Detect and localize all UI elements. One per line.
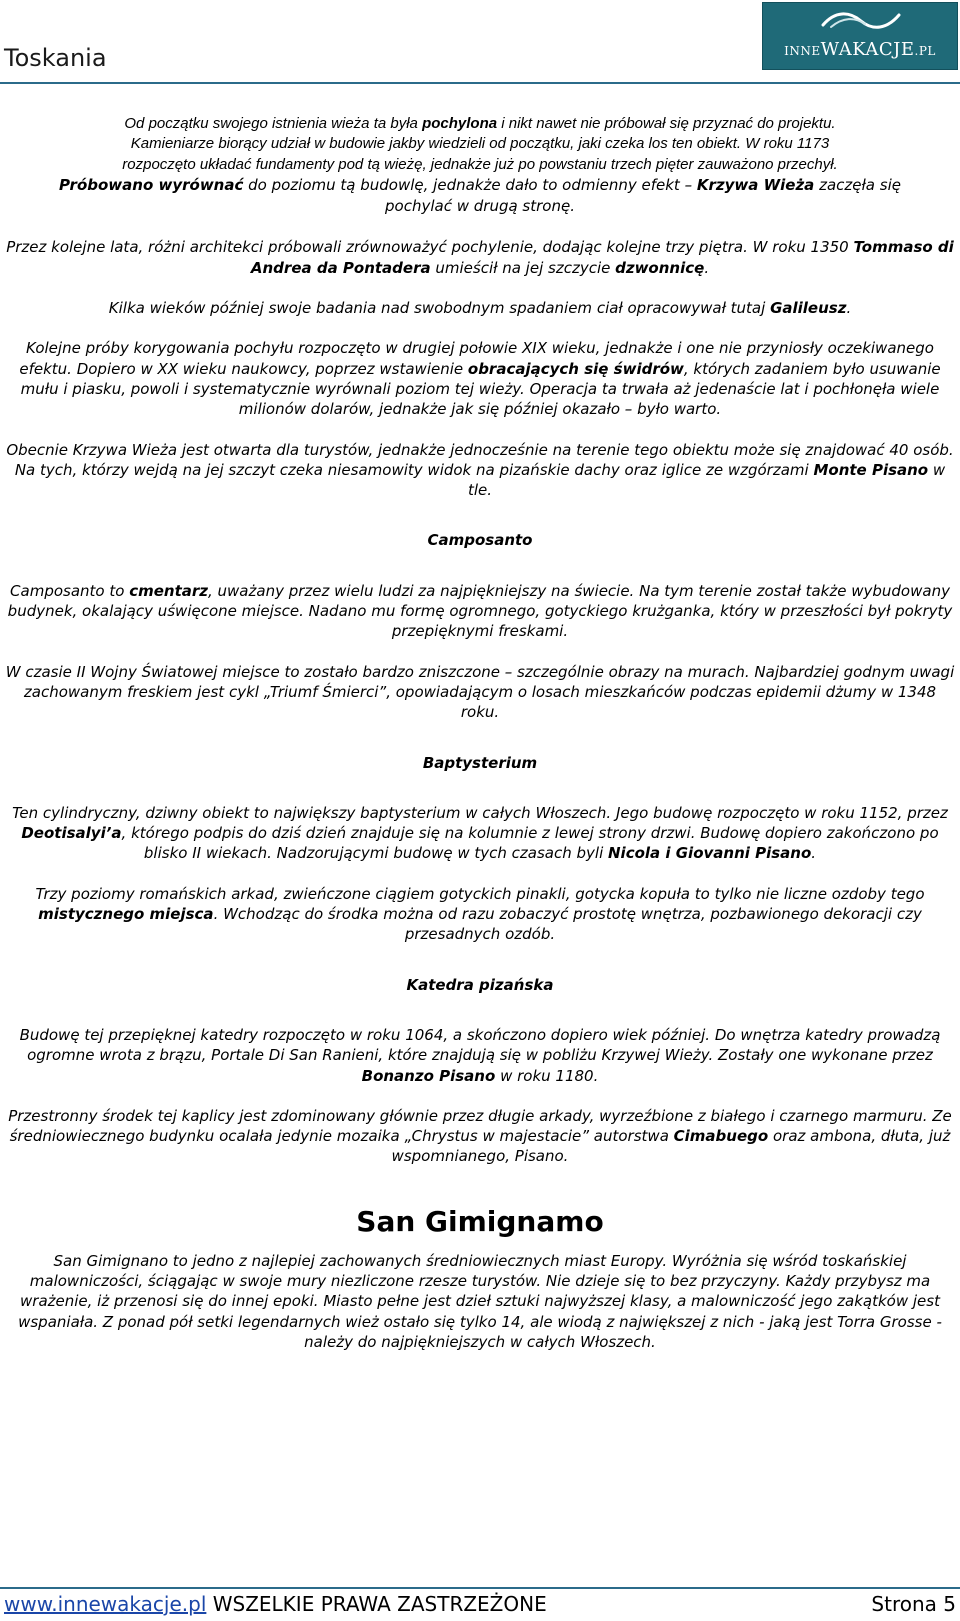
paragraph-baptysterium: Ten cylindryczny, dziwny obiekt to największy baptysterium w całych Włoszech. Jego budowę rozpoczęto w roku 1152, przez Deotisalyi’a, którego podpis do dziś dzień znajduje się na kolumnie z lewej strony drzwi. Budowę dopiero zakończono po blisko II wiekach. Nadzorującymi budowę w tych czasach byli Nicola i Giovanni Pisano. bbox=[12, 803, 948, 863]
paragraph-chapel: Przestronny środek tej kaplicy jest zdominowany głównie przez długie arkady, wyrzeźbione z białego i czarnego marmuru. Ze średniowiecznego budynku ocalała jedynie mozaika „Chrystus w majestacie” autorstwa Cimabuego oraz ambona, dłuta, już wspomnianego, Pisano. bbox=[8, 1106, 952, 1166]
heading-san-gimignano: San Gimignamo bbox=[356, 1204, 604, 1238]
paragraph-architects: Przez kolejne lata, różni architekci próbowali zrównoważyć pochylenie, dodając kolejne trzy piętra. W roku 1350 Tommaso di Andrea da Pontadera umieścił na jej szczycie dzwonnicę. bbox=[6, 238, 954, 277]
heading-katedra: Katedra pizańska bbox=[406, 975, 554, 994]
document-body bbox=[4, 114, 956, 1352]
header-divider bbox=[0, 82, 960, 84]
paragraph-tower-origin: Od początku swojego istnienia wieża ta była pochylona i nikt nawet nie próbował się przyznać do projektu. Kamieniarze biorący udział w budowie jakby wiedzieli od początku, jaki czeka los ten obiekt. W roku 1173 rozpoczęto układać fundamenty pod tą wieżę, jednakże już po powstaniu trzech pięter zauważono przechył. Próbowano wyrównać do poziomu tą budowlę, jednakże dało to odmienny efekt – Krzywa Wieża zaczęła się pochylać w drugą stronę. bbox=[59, 115, 901, 216]
page-number: Strona 5 bbox=[871, 1592, 956, 1616]
heading-camposanto: Camposanto bbox=[427, 531, 533, 550]
logo-text: INNEWAKACJE.PL bbox=[784, 39, 936, 60]
paragraph-san-gimignano: San Gimignano to jedno z najlepiej zachowanych średniowiecznych miast Europy. Wyróżnia się wśród toskańskiej malowniczości, ściągając w swoje mury niezliczone rzesze turystów. Nie dzieje się to bez przyczyny. Każdy przybysz ma wrażenie, iż przenosi się do innej epoki. Miasto pełne jest dzieł sztuki najwyższej klasy, a malowniczość jego zakątków jest wspaniała. Z ponad pół setki legendarnych wież ostało się tylko 14, ale wiodą z największej z nich - jaką jest Torra Grosse - należy do najpiękniejszych w całych Włoszech. bbox=[18, 1251, 942, 1351]
paragraph-camposanto: Camposanto to cmentarz, uważany przez wielu ludzi za najpiękniejszy na świecie. Na tym terenie został także wybudowany budynek, okalający uświęcone miejsce. Nadano mu formę ogromnego, gotyckiego krużganka, który w przeszłości był pokryty przepięknymi freskami. bbox=[7, 581, 953, 641]
paragraph-war: W czasie II Wojny Światowej miejsce to zostało bardzo zniszczone – szczególnie obrazy na murach. Najbardziej godnym uwagi zachowanym freskiem jest cykl „Triumf Śmierci”, opowiadającym o losach mieszkańców podczas epidemii dżumy w 1348 roku. bbox=[5, 662, 955, 722]
wave-icon bbox=[821, 9, 901, 29]
innewakacje-logo[interactable] bbox=[762, 2, 958, 70]
paragraph-katedra: Budowę tej przepięknej katedry rozpoczęto w roku 1064, a skończono dopiero wiek później. Do wnętrza katedry prowadzą ogromne wrota z brązu, Portale Di San Ranieni, które znajdują się w pobliżu Krzywej Wieży. Zostały one wykonane przez Bonanzo Pisano w roku 1180. bbox=[19, 1025, 941, 1085]
page-header bbox=[0, 0, 960, 84]
paragraph-arcades: Trzy poziomy romańskich arkad, zwieńczone ciągiem gotyckich pinakli, gotycka kopuła to tylko nie liczne ozdoby tego mistycznego miejsca. Wchodząc do środka można od razu zobaczyć prostotę wnętrza, pozbawionego dekoracji czy przesadnych ozdób. bbox=[35, 884, 925, 944]
heading-baptysterium: Baptysterium bbox=[422, 753, 538, 772]
page-footer bbox=[4, 1592, 956, 1616]
paragraph-tourists: Obecnie Krzywa Wieża jest otwarta dla turystów, jednakże jednocześnie na terenie tego obiektu może się znajdować 40 osób. Na tych, którzy wejdą na jej szczyt czeka niesamowity widok na pizańskie dachy oraz iglice ze wzgórzami Monte Pisano w tle. bbox=[6, 440, 954, 500]
footer-divider bbox=[0, 1587, 960, 1589]
paragraph-corrections: Kolejne próby korygowania pochyłu rozpoczęto w drugiej połowie XIX wieku, jednakże i one nie przyniosły oczekiwanego efektu. Dopiero w XX wieku naukowcy, poprzez wstawienie obracających się świdrów, których zadaniem było usuwanie mułu i piasku, powoli i systematycznie wyrównali poziom tej wieży. Operacja ta trwała aż jedenaście lat i pochłonęła wiele milionów dolarów, jednakże jak się później okazało – było warto. bbox=[19, 339, 941, 419]
website-link[interactable]: www.innewakacje.pl bbox=[4, 1592, 207, 1616]
paragraph-galileo: Kilka wieków później swoje badania nad swobodnym spadaniem ciał opracowywał tutaj Galileusz. bbox=[108, 299, 852, 318]
document-title: Toskania bbox=[4, 44, 107, 72]
copyright-text: WSZELKIE PRAWA ZASTRZEŻONE bbox=[206, 1592, 547, 1616]
